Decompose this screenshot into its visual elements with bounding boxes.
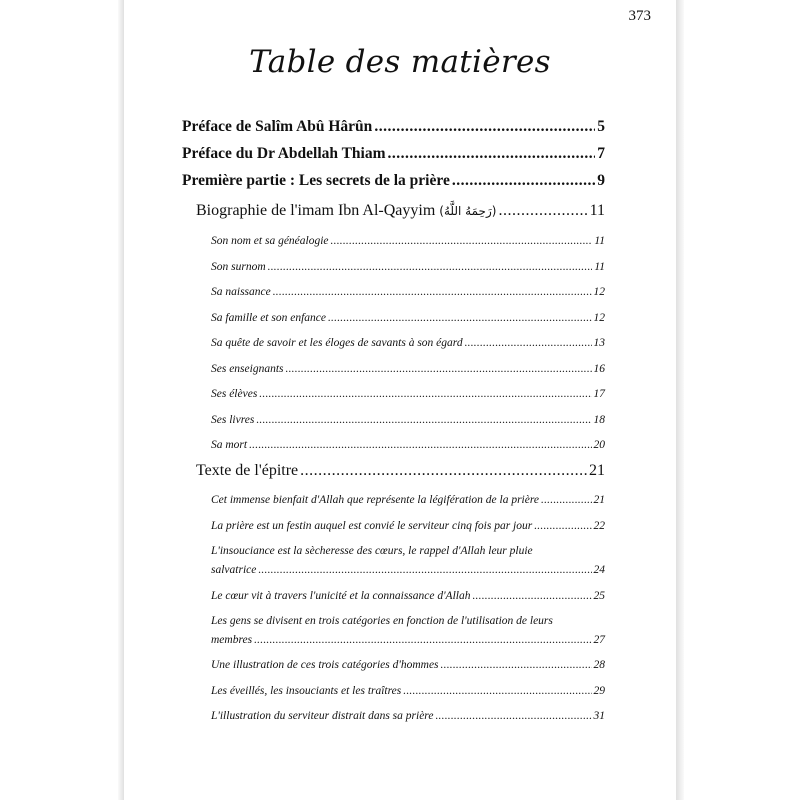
toc-entry-page: 9	[597, 172, 605, 189]
toc-subentry	[182, 261, 605, 273]
toc-section-page: 21	[589, 462, 605, 479]
toc-entry-page: 5	[597, 118, 605, 135]
toc-subentry	[182, 388, 605, 400]
dot-leader	[498, 202, 587, 220]
toc-subentry-page: 11	[594, 235, 605, 247]
toc-subentry	[182, 414, 605, 426]
toc-subentry	[182, 494, 605, 506]
toc-subentry-title: Le cœur vit à travers l'unicité et la connaissance d'Allah	[211, 590, 471, 602]
toc-section	[182, 462, 605, 480]
dot-leader	[249, 439, 591, 451]
dot-leader	[286, 363, 592, 375]
dot-leader	[374, 118, 595, 136]
toc-entry-title: Préface de Salîm Abû Hârûn	[182, 118, 373, 135]
page-shadow-right	[676, 0, 684, 800]
dot-leader	[259, 388, 591, 400]
page-title: Table des matières	[249, 44, 551, 80]
toc-subentry-page: 13	[593, 337, 605, 349]
toc-section-title: Biographie de l'imam Ibn Al-Qayyim	[196, 202, 436, 219]
toc-subentry-title: salvatrice	[211, 564, 257, 576]
dot-leader	[541, 494, 591, 506]
toc-entry-title: Préface du Dr Abdellah Thiam	[182, 145, 386, 162]
toc-subentry-title: Ses enseignants	[211, 363, 284, 375]
dot-leader	[452, 172, 595, 190]
toc-subentry	[182, 286, 605, 298]
toc-subentry	[182, 564, 605, 576]
dot-leader	[472, 590, 591, 602]
toc-subentry-title: Une illustration de ces trois catégories d'hommes	[211, 659, 439, 671]
dot-leader	[258, 564, 591, 576]
toc-entry-page: 7	[597, 145, 605, 162]
toc-subentry	[182, 590, 605, 602]
toc-subentry	[182, 520, 605, 532]
dot-leader	[256, 414, 591, 426]
toc-subentry-first-line: L'insouciance est la sècheresse des cœurs, le rappel d'Allah leur pluie	[211, 545, 533, 557]
honorific-text: (رَحِمَهُ اللَّهُ)	[439, 204, 497, 218]
toc-entry	[182, 172, 605, 190]
toc-subentry-page: 25	[593, 590, 605, 602]
toc-entry	[182, 118, 605, 136]
toc-subentry-page: 11	[594, 261, 605, 273]
toc-subentry-title: Son surnom	[211, 261, 266, 273]
dot-leader	[403, 685, 591, 697]
toc-subentry	[182, 685, 605, 697]
toc-subentry	[182, 634, 605, 646]
dot-leader	[273, 286, 592, 298]
toc-subentry-title: Ses livres	[211, 414, 255, 426]
toc-subentry-title: Sa naissance	[211, 286, 271, 298]
toc-entry-title: Première partie : Les secrets de la prière	[182, 172, 450, 189]
toc-subentry-title: Les éveillés, les insouciants et les traîtres	[211, 685, 402, 697]
toc-subentry-page: 17	[593, 388, 605, 400]
dot-leader	[534, 520, 591, 532]
toc-subentry	[182, 710, 605, 722]
toc-subentry	[182, 659, 605, 671]
toc-subentry-title: L'illustration du serviteur distrait dans sa prière	[211, 710, 434, 722]
toc-subentry-page: 27	[593, 634, 605, 646]
dot-leader	[300, 462, 587, 480]
toc-subentry-page: 18	[593, 414, 605, 426]
toc-entry	[182, 145, 605, 163]
toc-subentry-page: 12	[593, 312, 605, 324]
toc-section-title: Texte de l'épitre	[196, 462, 299, 479]
toc-subentry-title: Sa quête de savoir et les éloges de savants à son égard	[211, 337, 463, 349]
toc-subentry-title: membres	[211, 634, 253, 646]
dot-leader	[441, 659, 592, 671]
toc-subentry-page: 31	[593, 710, 605, 722]
dot-leader	[388, 145, 596, 163]
toc-subentry-page: 28	[593, 659, 605, 671]
toc-subentry-title: Son nom et sa généalogie	[211, 235, 329, 247]
toc-subentry-title: Sa famille et son enfance	[211, 312, 326, 324]
toc-subentry	[182, 337, 605, 349]
toc-subentry	[182, 363, 605, 375]
toc-subentry-title: Sa mort	[211, 439, 248, 451]
toc-subentry-page: 12	[593, 286, 605, 298]
toc-section	[182, 202, 605, 220]
toc-subentry	[182, 439, 605, 451]
toc-subentry	[182, 312, 605, 324]
toc-subentry-page: 22	[593, 520, 605, 532]
toc-subentry-title: Ses élèves	[211, 388, 258, 400]
toc-section-page: 11	[589, 202, 605, 219]
toc-subentry-page: 21	[593, 494, 605, 506]
dot-leader	[254, 634, 591, 646]
toc-subentry-page: 16	[593, 363, 605, 375]
page-number: 373	[628, 8, 651, 24]
toc-subentry	[182, 235, 605, 247]
dot-leader	[328, 312, 592, 324]
toc-subentry-title: La prière est un festin auquel est convié le serviteur cinq fois par jour	[211, 520, 533, 532]
toc-subentry-page: 24	[593, 564, 605, 576]
toc-subentry-page: 20	[593, 439, 605, 451]
toc-subentry-first-line: Les gens se divisent en trois catégories en fonction de l'utilisation de leurs	[211, 615, 553, 627]
toc-subentry-title: Cet immense bienfait d'Allah que représente la légifération de la prière	[211, 494, 540, 506]
toc-subentry-page: 29	[593, 685, 605, 697]
dot-leader	[331, 235, 593, 247]
dot-leader	[435, 710, 591, 722]
book-page	[124, 0, 676, 800]
dot-leader	[268, 261, 593, 273]
dot-leader	[465, 337, 592, 349]
